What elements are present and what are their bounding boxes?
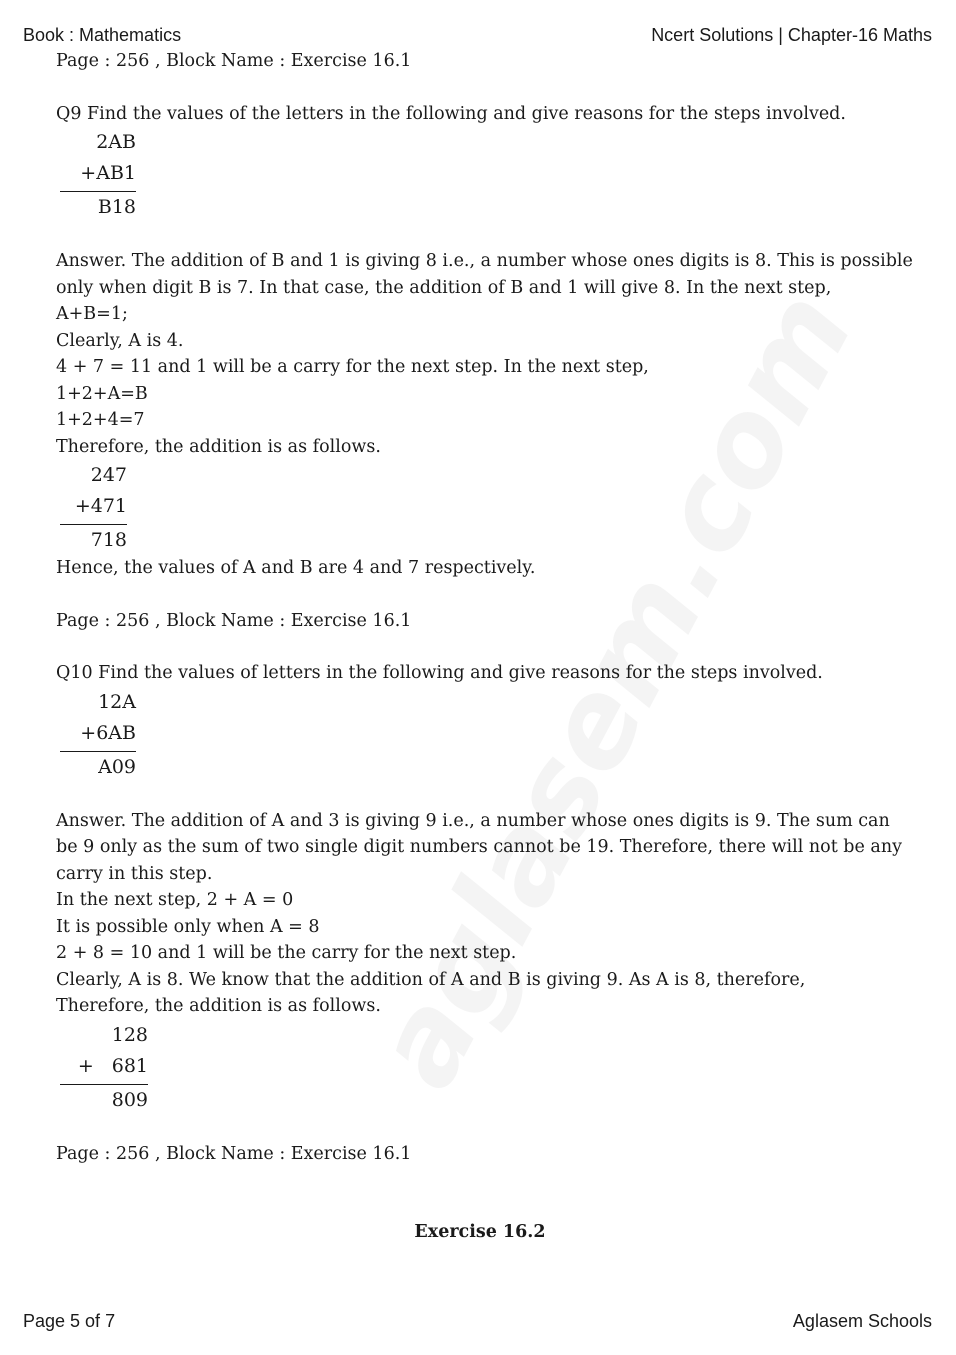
sum-second: 681 bbox=[111, 1054, 148, 1077]
sum-second: AB1 bbox=[96, 162, 136, 184]
answer-q10-line: Therefore, the addition is as follows. bbox=[56, 996, 381, 1016]
question-q10: Q10 Find the values of letters in the following and give reasons for the steps involved. bbox=[56, 663, 823, 683]
block-meta-q10: Page : 256 , Block Name : Exercise 16.1 bbox=[56, 610, 412, 631]
q9-solved-sum bbox=[60, 460, 127, 555]
answer-q10-line: In the next step, 2 + A = 0 bbox=[56, 890, 294, 910]
plus-sign: + bbox=[80, 721, 97, 744]
sum-second-row bbox=[60, 1051, 148, 1082]
sum-result: B18 bbox=[97, 196, 136, 218]
plus-sign: + bbox=[74, 495, 91, 517]
footer-publisher: Aglasem Schools bbox=[792, 1311, 932, 1331]
answer-q9-line: A+B=1; bbox=[56, 304, 128, 324]
block-meta-q9: Page : 256 , Block Name : Exercise 16.1 bbox=[56, 51, 412, 71]
page-content bbox=[56, 48, 916, 1245]
sum-second-row bbox=[60, 491, 127, 522]
answer-q9-line: 1+2+4=7 bbox=[56, 410, 145, 430]
footer-page-number: Page 5 of 7 bbox=[23, 1311, 116, 1331]
sum-top: 128 bbox=[111, 1023, 148, 1046]
q9-sum bbox=[60, 127, 136, 222]
answer-q10-line: Clearly, A is 8. We know that the addition of A and B is giving 9. As A is 8, therefore, bbox=[56, 969, 806, 990]
question-q9: Q9 Find the values of the letters in the following and give reasons for the steps involved. bbox=[56, 103, 846, 124]
sum-top: 247 bbox=[90, 464, 127, 486]
answer-q9-line: Clearly, A is 4. bbox=[56, 330, 184, 351]
sum-second-row bbox=[60, 718, 136, 749]
block-meta-end: Page : 256 , Block Name : Exercise 16.1 bbox=[56, 1143, 412, 1164]
plus-sign: + bbox=[77, 1054, 94, 1077]
header-chapter: Ncert Solutions | Chapter-16 Maths bbox=[651, 25, 932, 45]
sum-second: 6AB bbox=[96, 721, 136, 744]
q10-sum bbox=[60, 687, 136, 782]
answer-q10-line: It is possible only when A = 8 bbox=[56, 916, 320, 937]
plus-sign: + bbox=[80, 162, 97, 184]
sum-result: 809 bbox=[111, 1088, 148, 1111]
q10-solved-sum bbox=[60, 1020, 148, 1115]
answer-q10-line: Answer. The addition of A and 3 is giving 9 i.e., a number whose ones digits is 9. The sum can be 9 only as the sum of two single digit numbers cannot be 19. Therefore, there will not be any carry in this step. bbox=[56, 810, 903, 884]
sum-result: A09 bbox=[98, 755, 136, 778]
section-heading: Exercise 16.2 bbox=[414, 1222, 546, 1242]
sum-top: 12A bbox=[98, 690, 136, 713]
answer-q9-line: Therefore, the addition is as follows. bbox=[56, 436, 381, 457]
sum-result: 718 bbox=[90, 529, 127, 551]
conclusion-q9: Hence, the values of A and B are 4 and 7 respectively. bbox=[56, 558, 536, 578]
answer-q10-line: 2 + 8 = 10 and 1 will be the carry for the next step. bbox=[56, 943, 517, 963]
sum-top: 2AB bbox=[96, 131, 136, 153]
answer-q9-line: 4 + 7 = 11 and 1 will be a carry for the next step. In the next step, bbox=[56, 357, 649, 377]
answer-q9-line: Answer. The addition of B and 1 is giving 8 i.e., a number whose ones digits is 8. This is possible only when digit B is 7. In that case, the addition of B and 1 will give 8. In the next step, bbox=[56, 251, 913, 298]
sum-second: 471 bbox=[90, 495, 127, 517]
header-book: Book : Mathematics bbox=[23, 25, 182, 45]
sum-second-row bbox=[60, 158, 136, 189]
answer-q9-line: 1+2+A=B bbox=[56, 383, 148, 404]
